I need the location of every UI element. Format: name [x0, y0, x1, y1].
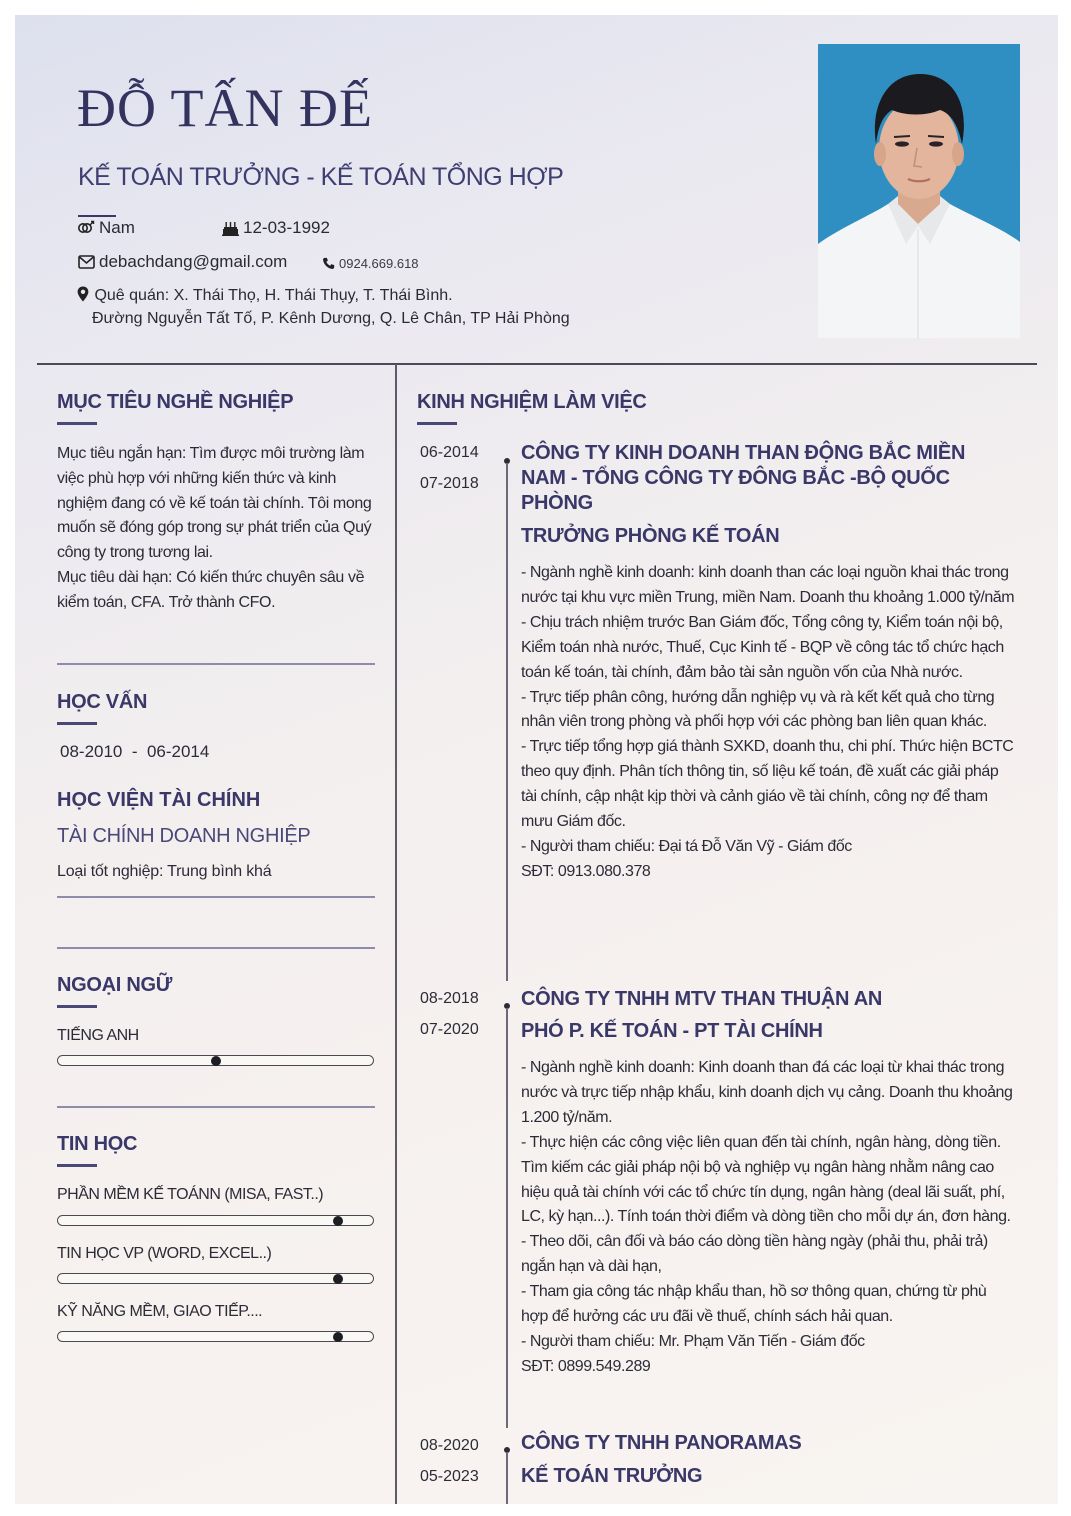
job-detail: - Theo dõi, cân đối và báo cáo dòng tiền hàng ngày (phải thu, phải trả) ngắn hạn và dài hạn,	[521, 1233, 988, 1276]
job-reference: - Người tham chiếu: Mr. Phạm Văn Tiến - Giám đốc	[521, 1332, 865, 1350]
languages-underline	[57, 1005, 97, 1008]
map-pin-icon	[77, 286, 90, 308]
timeline-line	[506, 1452, 508, 1504]
job-start-date: 06-2014	[420, 444, 479, 461]
job-end-date: 07-2018	[420, 475, 479, 492]
job-dates	[420, 1430, 479, 1492]
job-start-date: 08-2020	[420, 1437, 479, 1454]
birthdate-value: 12-03-1992	[243, 218, 330, 237]
job-description	[521, 561, 1016, 885]
phone-row	[321, 254, 419, 272]
job-position: TRƯỞNG PHÒNG KẾ TOÁN	[521, 525, 780, 547]
phone-value[interactable]: 0924.669.618	[339, 255, 419, 271]
candidate-name: ĐỖ TẤN ĐẾ	[77, 78, 373, 138]
objective-text	[57, 442, 382, 616]
section-rule	[57, 1106, 375, 1108]
job-company: CÔNG TY TNHH PANORAMAS	[521, 1432, 802, 1454]
email-value[interactable]: debachdang@gmail.com	[99, 252, 288, 271]
job-position: KẾ TOÁN TRƯỞNG	[521, 1465, 703, 1487]
it-skills-underline	[57, 1164, 97, 1167]
job-detail: - Ngành nghề kinh doanh: kinh doanh than các loại nguồn khai thác trong nước tại khu vực miền Trung, miền Nam. Doanh thu khoảng 1.000 tỷ/năm	[521, 564, 1015, 606]
email-row	[77, 252, 287, 272]
cv-page	[15, 15, 1058, 1504]
job-detail: - Thực hiện các công việc liên quan đến tài chính, ngân hàng, dòng tiền. Tìm kiếm các giải pháp nội bộ và nghiệp vụ ngân hàng nhằm nâng cao hiệu quả tài chính với các tổ chức tín dụng, ngân hàng (deal lãi suất, phí, LC, kỳ hạn...). Tính toán thời điểm và dòng tiền cho mỗi dự án, đơn hàng.	[521, 1133, 1011, 1226]
objective-heading: MỤC TIÊU NGHỀ NGHIỆP	[57, 391, 294, 413]
birthdate-row	[221, 218, 330, 238]
envelope-icon	[77, 253, 95, 271]
it-skills-heading: TIN HỌC	[57, 1133, 138, 1155]
it-skill-level-bar	[57, 1273, 374, 1284]
education-grade: Loại tốt nghiệp: Trung bình khá	[57, 863, 272, 880]
job-start-date: 08-2018	[420, 990, 479, 1007]
education-heading: HỌC VẤN	[57, 691, 148, 713]
education-school: HỌC VIỆN TÀI CHÍNH	[57, 789, 261, 811]
address-line-1: Quê quán: X. Thái Thọ, H. Thái Thụy, T. Thái Bình.	[94, 287, 453, 304]
objective-underline	[57, 422, 97, 425]
education-underline	[57, 722, 97, 725]
experience-underline	[417, 422, 457, 425]
education-major: TÀI CHÍNH DOANH NGHIỆP	[57, 825, 311, 847]
gender-value: Nam	[99, 218, 135, 237]
job-detail: - Trực tiếp tổng hợp giá thành SXKD, doanh thu, chi phí. Thức hiện BCTC theo quy định. Phân tích thông tin, số liệu kế toán, đề xuất các giải pháp tài chính, cập nhật kịp thời và cảnh giáo về tài chính, công nợ để tham mưu Giám đốc.	[521, 738, 1014, 831]
it-skill-level-bar	[57, 1331, 374, 1342]
timeline-line	[506, 1008, 508, 1428]
job-end-date: 05-2023	[420, 1468, 479, 1485]
job-reference-phone: SĐT: 0899.549.289	[521, 1357, 651, 1375]
it-skill-level-dot	[333, 1332, 343, 1342]
it-skill-label: PHẦN MỀM KẾ TOÁNN (MISA, FAST..)	[57, 1186, 324, 1203]
experience-heading: KINH NGHIỆM LÀM VIỆC	[417, 391, 647, 413]
column-divider	[395, 364, 397, 1504]
job-reference-phone: SĐT: 0913.080.378	[521, 862, 651, 880]
address-block	[77, 285, 570, 329]
job-dates	[420, 437, 479, 499]
education-dates: 08-2010 - 06-2014	[60, 742, 210, 761]
title-underline	[78, 215, 116, 217]
candidate-title: KẾ TOÁN TRƯỞNG - KẾ TOÁN TỔNG HỢP	[78, 163, 564, 191]
timeline-line	[506, 463, 508, 981]
objective-long-term: Mục tiêu dài hạn: Có kiến thức chuyên sâu về kiểm toán, CFA. Trở thành CFO.	[57, 568, 365, 611]
gender-icon	[77, 219, 95, 237]
language-level-dot	[211, 1056, 221, 1066]
job-reference: - Người tham chiếu: Đại tá Đỗ Văn Vỹ - Giám đốc	[521, 837, 852, 855]
gender-row	[77, 218, 135, 238]
it-skill-label: KỸ NĂNG MỀM, GIAO TIẾP....	[57, 1303, 263, 1320]
language-label: TIẾNG ANH	[57, 1027, 139, 1044]
job-description	[521, 1056, 1016, 1380]
it-skill-label: TIN HỌC VP (WORD, EXCEL..)	[57, 1245, 272, 1262]
job-company: CÔNG TY TNHH MTV THAN THUẬN AN	[521, 988, 882, 1010]
phone-icon	[321, 254, 335, 272]
birthday-cake-icon	[221, 219, 239, 237]
language-level-bar	[57, 1055, 374, 1066]
job-detail: - Trực tiếp phân công, hướng dẫn nghiệp vụ và rà kết kết quả cho từng nhân viên trong phòng và phối hợp với các phòng ban liên quan khác.	[521, 688, 995, 731]
job-position: PHÓ P. KẾ TOÁN - PT TÀI CHÍNH	[521, 1020, 823, 1042]
languages-heading: NGOẠI NGỮ	[57, 974, 173, 996]
it-skill-level-dot	[333, 1216, 343, 1226]
it-skill-level-dot	[333, 1274, 343, 1284]
header-divider	[37, 363, 1037, 365]
job-detail: - Ngành nghề kinh doanh: Kinh doanh than đá các loại từ khai thác trong nước và trực tiếp nhập khẩu, kinh doanh dịch vụ cảng. Doanh thu khoảng 1.200 tỷ/năm.	[521, 1059, 1013, 1126]
job-detail: - Chịu trách nhiệm trước Ban Giám đốc, Tổng công ty, Kiểm toán nội bộ, Kiểm toán nhà nước, Thuế, Cục Kinh tế - BQP về công tác tổ chức hạch toán kế toán, tài chính, đảm bảo tài sản nguồn vốn của Nhà nước.	[521, 613, 1004, 681]
section-rule	[57, 947, 375, 949]
it-skill-level-bar	[57, 1215, 374, 1226]
job-detail: - Tham gia công tác nhập khẩu than, hồ sơ thông quan, chứng từ phù hợp để hưởng các ưu đãi về thuế, chính sách hải quan.	[521, 1283, 987, 1326]
address-line-2: Đường Nguyễn Tất Tố, P. Kênh Dương, Q. Lê Chân, TP Hải Phòng	[92, 310, 570, 327]
section-rule	[57, 896, 375, 898]
section-rule	[57, 663, 375, 665]
objective-short-term: Mục tiêu ngắn hạn: Tìm được môi trường làm việc phù hợp với những kiến thức và kinh nghiệm đang có về kế toán tài chính. Tôi mong muốn sẽ đóng góp trong sự phát triển của Quý công ty trong tương lai.	[57, 445, 372, 562]
job-dates	[420, 983, 479, 1045]
job-company: CÔNG TY KINH DOANH THAN ĐỘNG BẮC MIỀN NAM - TỔNG CÔNG TY ĐÔNG BẮC -BỘ QUỐC PHÒNG	[521, 442, 966, 514]
job-end-date: 07-2020	[420, 1021, 479, 1038]
profile-photo	[818, 44, 1020, 338]
